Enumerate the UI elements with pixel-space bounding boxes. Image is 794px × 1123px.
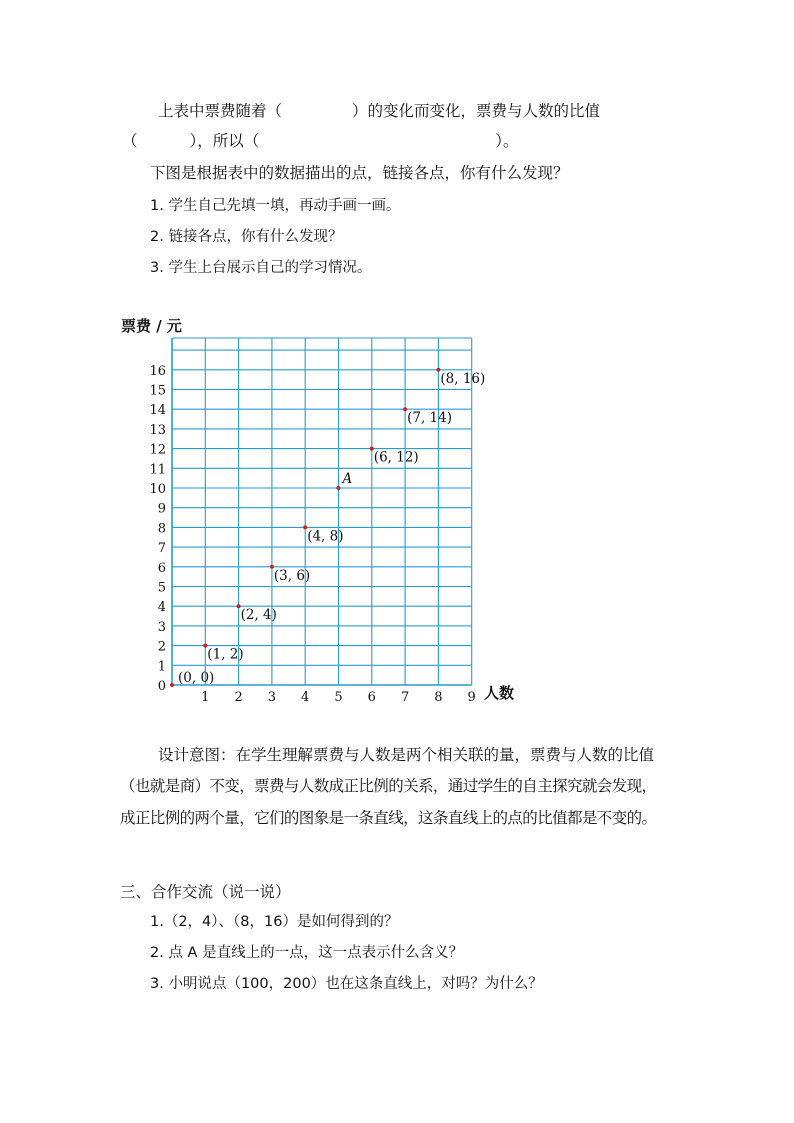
x-axis-title: 人数 (484, 684, 515, 702)
point-label: (0, 0) (178, 670, 215, 686)
data-point (170, 683, 174, 687)
x-tick-label: 5 (334, 690, 343, 705)
y-tick-label: 6 (157, 560, 166, 576)
x-tick-label: 8 (434, 690, 443, 705)
point-label: (4, 8) (307, 528, 344, 545)
point-label: (6, 12) (373, 449, 419, 466)
grid (172, 338, 472, 685)
intro-text: 下图是根据表中的数据描出的点，链接各点，你有什么发现？ (150, 164, 569, 182)
y-tick-label: 11 (149, 462, 166, 478)
x-tick-label: 3 (267, 690, 277, 705)
point-label: (8, 16) (440, 370, 486, 387)
design-intent-line-1: 设计意图：在学生理解票费与人数是两个相关联的量，票费与人数的比值 (158, 746, 655, 764)
fill-blank-line-1 (158, 101, 600, 121)
y-tick-label: 4 (157, 600, 166, 616)
fill-text-d: ），所以（ (189, 132, 260, 150)
design-intent-line-2: （也就是商）不变，票费与人数成正比例的关系，通过学生的自主探究就会发现， (120, 777, 657, 795)
fill-text-b: ）的变化而变化，票费与人数的比值 (352, 102, 601, 120)
point-label: (7, 14) (407, 410, 452, 427)
point-label: (3, 6) (273, 567, 311, 584)
y-tick-label: 13 (149, 422, 166, 438)
question-3: 3. 小明说点（100，200）也在这条直线上，对吗？为什么？ (150, 976, 543, 992)
y-tick-label: 14 (149, 403, 166, 419)
fill-blank-line-2 (122, 131, 519, 151)
x-tick-label: 4 (301, 690, 310, 705)
x-tick-label: 9 (467, 690, 476, 705)
fill-text-c: （ (122, 132, 138, 150)
question-1: 1.（2，4）、（8，16）是如何得到的？ (150, 914, 399, 930)
y-tick-label: 15 (149, 383, 166, 399)
step-2: 2. 链接各点，你有什么发现？ (150, 229, 343, 245)
y-tick-label: 5 (157, 580, 166, 596)
design-intent-line-3: 成正比例的两个量，它们的图象是一条直线，这条直线上的点的比值都是不变的。 (120, 809, 657, 827)
y-tick-label: 0 (157, 679, 166, 694)
y-tick-label: 3 (157, 619, 166, 635)
ticket-fee-chart (115, 312, 545, 707)
data-point (337, 486, 341, 490)
y-tick-label: 2 (157, 639, 166, 655)
section-3-heading: 三、合作交流（说一说） (120, 883, 291, 901)
fill-text-e: ）。 (495, 132, 519, 150)
question-2: 2. 点 A 是直线上的一点，这一点表示什么含义？ (150, 945, 464, 961)
y-tick-label: 1 (157, 659, 166, 675)
fill-text-a: 上表中票费随着（ (158, 102, 283, 120)
y-tick-label: 9 (157, 501, 166, 517)
step-1: 1. 学生自己先填一填，再动手画一画。 (150, 198, 401, 214)
y-tick-label: 7 (157, 541, 166, 557)
y-axis-title: 票费 / 元 (121, 317, 182, 335)
x-tick-label: 2 (234, 690, 243, 705)
step-3: 3. 学生上台展示自己的学习情况。 (150, 260, 372, 276)
y-tick-label: 12 (149, 442, 166, 458)
x-tick-label: 6 (367, 690, 376, 705)
point-label: A (342, 471, 353, 487)
y-tick-label: 8 (157, 521, 166, 537)
y-tick-label: 10 (149, 482, 166, 497)
x-tick-label: 7 (400, 690, 410, 705)
y-tick-label: 16 (149, 363, 166, 379)
x-tick-label: 1 (201, 690, 210, 705)
point-label: (2, 4) (240, 607, 277, 624)
point-label: (1, 2) (207, 646, 244, 663)
